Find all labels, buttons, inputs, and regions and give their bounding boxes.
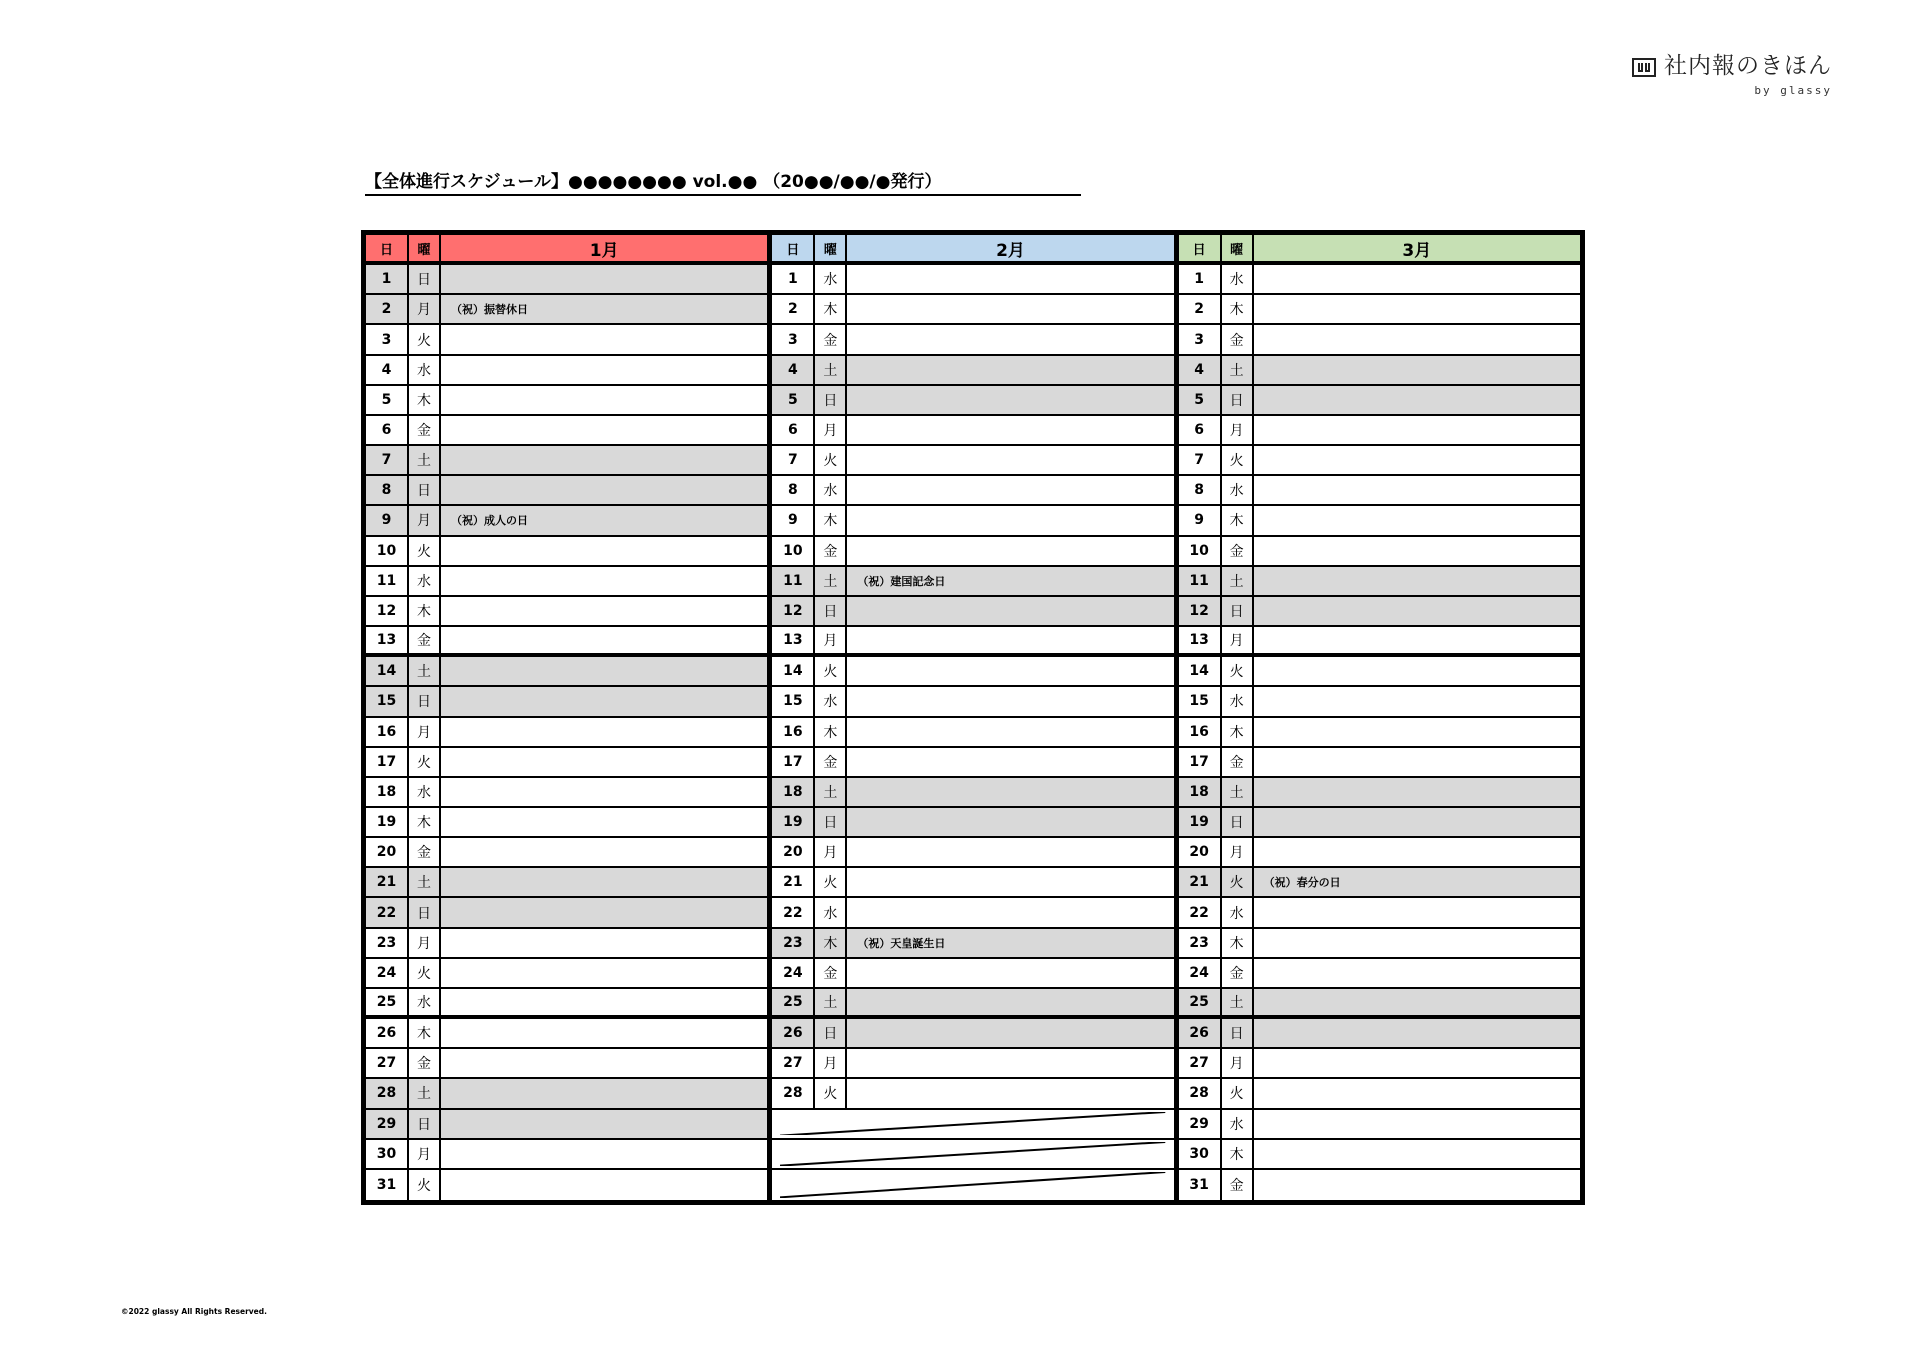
schedule-note [441,687,767,717]
day-number: 20 [772,838,815,868]
weekday: 木 [815,718,847,748]
schedule-note [441,1019,767,1049]
weekday: 日 [409,687,441,717]
day-number: 18 [366,778,409,808]
schedule-note [1254,506,1580,536]
schedule-note [441,597,767,627]
day-number: 29 [366,1110,409,1140]
weekday: 水 [409,567,441,597]
schedule-note [441,959,767,989]
schedule-note [1254,1140,1580,1170]
weekday: 水 [815,687,847,717]
weekday: 金 [1222,959,1254,989]
day-number: 17 [772,748,815,778]
day-number: 17 [366,748,409,778]
schedule-note [1254,989,1580,1019]
day-number: 7 [1179,446,1222,476]
weekday: 月 [1222,627,1254,657]
weekday: 金 [409,838,441,868]
schedule-note [847,959,1173,989]
day-number: 25 [1179,989,1222,1019]
day-number: 4 [1179,356,1222,386]
schedule-note [441,627,767,657]
schedule-note [1254,446,1580,476]
schedule-note [1254,748,1580,778]
day-number: 1 [366,265,409,295]
schedule-note [1254,597,1580,627]
day-number: 18 [772,778,815,808]
day-number: 7 [772,446,815,476]
weekday: 金 [815,325,847,355]
schedule-note [441,989,767,1019]
weekday: 水 [1222,898,1254,928]
day-number: 22 [772,898,815,928]
day-number: 16 [772,718,815,748]
schedule-note [441,356,767,386]
weekday: 木 [409,597,441,627]
day-number: 6 [1179,416,1222,446]
weekday: 土 [1222,356,1254,386]
day-number: 18 [1179,778,1222,808]
schedule-note [1254,386,1580,416]
weekday: 火 [409,1170,441,1200]
month-header: 3月 [1254,235,1580,265]
header-weekday-label: 曜 [1222,235,1254,265]
unused-day-slot [772,1170,1173,1200]
day-number: 28 [1179,1079,1222,1109]
day-number: 1 [1179,265,1222,295]
weekday: 日 [409,476,441,506]
weekday: 日 [1222,808,1254,838]
day-number: 5 [772,386,815,416]
day-number: 30 [366,1140,409,1170]
weekday: 土 [1222,567,1254,597]
schedule-title: 【全体進行スケジュール】●●●●●●●● vol.●● （20●●/●●/●発行） [365,171,1081,196]
day-number: 31 [366,1170,409,1200]
diagonal-slash [780,1142,1165,1166]
schedule-note [1254,295,1580,325]
schedule-note [1254,959,1580,989]
weekday: 水 [1222,687,1254,717]
schedule-note: （祝）成人の日 [441,506,767,536]
weekday: 土 [815,356,847,386]
weekday: 日 [815,808,847,838]
weekday: 金 [1222,1170,1254,1200]
day-number: 24 [772,959,815,989]
weekday: 水 [1222,1110,1254,1140]
weekday: 水 [409,356,441,386]
schedule-note [441,748,767,778]
day-number: 6 [366,416,409,446]
schedule-note [847,325,1173,355]
day-number: 10 [772,537,815,567]
weekday: 水 [409,778,441,808]
day-number: 12 [366,597,409,627]
day-number: 10 [366,537,409,567]
weekday: 月 [815,627,847,657]
schedule-note [847,778,1173,808]
weekday: 火 [409,537,441,567]
day-number: 14 [772,657,815,687]
day-number: 24 [366,959,409,989]
weekday: 金 [815,748,847,778]
weekday: 火 [815,1079,847,1109]
schedule-note [1254,657,1580,687]
day-number: 22 [1179,898,1222,928]
weekday: 木 [409,386,441,416]
weekday: 木 [815,506,847,536]
weekday: 月 [815,1049,847,1079]
schedule-note [847,868,1173,898]
schedule-note [441,778,767,808]
weekday: 月 [409,929,441,959]
schedule-note [441,446,767,476]
schedule-note [1254,718,1580,748]
schedule-note [847,898,1173,928]
schedule-note [847,386,1173,416]
schedule-note [441,898,767,928]
header-day-label: 日 [1179,235,1222,265]
weekday: 水 [815,898,847,928]
weekday: 木 [815,295,847,325]
schedule-note [847,265,1173,295]
day-number: 26 [1179,1019,1222,1049]
weekday: 木 [815,929,847,959]
schedule-note [847,748,1173,778]
brand-logo [1628,50,1838,102]
schedule-note [441,1079,767,1109]
weekday: 土 [1222,778,1254,808]
schedule-note: （祝）天皇誕生日 [847,929,1173,959]
day-number: 28 [772,1079,815,1109]
schedule-note: （祝）建国記念日 [847,567,1173,597]
weekday: 火 [1222,868,1254,898]
day-number: 3 [772,325,815,355]
unused-day-slot [772,1140,1173,1170]
day-number: 27 [366,1049,409,1079]
schedule-note [441,265,767,295]
copyright-footer: ©2022 glassy All Rights Reserved. [121,1307,267,1316]
day-number: 24 [1179,959,1222,989]
day-number: 26 [366,1019,409,1049]
weekday: 月 [1222,838,1254,868]
day-number: 23 [1179,929,1222,959]
weekday: 日 [1222,386,1254,416]
schedule-note [441,868,767,898]
weekday: 日 [815,597,847,627]
schedule-note [847,808,1173,838]
schedule-note [1254,838,1580,868]
day-number: 2 [1179,295,1222,325]
schedule-note [847,537,1173,567]
schedule-note [441,718,767,748]
day-number: 22 [366,898,409,928]
schedule-note [441,929,767,959]
weekday: 日 [1222,1019,1254,1049]
weekday: 土 [409,657,441,687]
weekday: 金 [409,627,441,657]
weekday: 火 [1222,657,1254,687]
weekday: 水 [1222,476,1254,506]
day-number: 13 [772,627,815,657]
weekday: 土 [1222,989,1254,1019]
schedule-note [847,1079,1173,1109]
schedule-note [441,838,767,868]
weekday: 日 [409,898,441,928]
schedule-note [847,1049,1173,1079]
schedule-note [1254,627,1580,657]
day-number: 25 [366,989,409,1019]
schedule-note [1254,265,1580,295]
day-number: 25 [772,989,815,1019]
day-number: 11 [366,567,409,597]
day-number: 9 [1179,506,1222,536]
weekday: 日 [815,1019,847,1049]
day-number: 23 [772,929,815,959]
schedule-note [847,295,1173,325]
schedule-note [441,1049,767,1079]
schedule-note [847,1019,1173,1049]
schedule-note [847,597,1173,627]
weekday: 火 [815,446,847,476]
month-block [772,235,1178,1200]
schedule-note [441,386,767,416]
weekday: 金 [1222,325,1254,355]
day-number: 21 [366,868,409,898]
schedule-note [847,506,1173,536]
schedule-note [1254,325,1580,355]
weekday: 金 [1222,537,1254,567]
day-number: 16 [366,718,409,748]
day-number: 4 [772,356,815,386]
schedule-table [361,230,1585,1205]
weekday: 木 [1222,1140,1254,1170]
diagonal-slash [780,1172,1165,1197]
schedule-note [1254,1079,1580,1109]
day-number: 21 [772,868,815,898]
logo-wordmark: 社内報のきほん [1664,53,1832,79]
month-header: 2月 [847,235,1173,265]
day-number: 6 [772,416,815,446]
weekday: 火 [409,959,441,989]
weekday: 土 [409,868,441,898]
day-number: 15 [366,687,409,717]
weekday: 火 [1222,446,1254,476]
day-number: 20 [1179,838,1222,868]
schedule-note [1254,537,1580,567]
schedule-note [441,808,767,838]
day-number: 7 [366,446,409,476]
day-number: 1 [772,265,815,295]
schedule-note [1254,778,1580,808]
day-number: 13 [1179,627,1222,657]
schedule-note [847,416,1173,446]
day-number: 27 [772,1049,815,1079]
weekday: 土 [815,567,847,597]
header-weekday-label: 曜 [409,235,441,265]
month-block [366,235,772,1200]
header-day-label: 日 [366,235,409,265]
schedule-note [847,718,1173,748]
weekday: 金 [409,416,441,446]
day-number: 21 [1179,868,1222,898]
weekday: 日 [815,386,847,416]
weekday: 月 [409,718,441,748]
day-number: 4 [366,356,409,386]
schedule-note [441,1110,767,1140]
schedule-note [847,838,1173,868]
day-number: 9 [772,506,815,536]
weekday: 月 [1222,1049,1254,1079]
weekday: 月 [409,1140,441,1170]
schedule-note [1254,476,1580,506]
weekday: 日 [409,265,441,295]
day-number: 11 [1179,567,1222,597]
day-number: 10 [1179,537,1222,567]
schedule-note [1254,567,1580,597]
weekday: 火 [815,657,847,687]
schedule-note [1254,929,1580,959]
header-weekday-label: 曜 [815,235,847,265]
weekday: 金 [815,959,847,989]
schedule-note [847,989,1173,1019]
schedule-note [441,657,767,687]
day-number: 11 [772,567,815,597]
schedule-note: （祝）振替休日 [441,295,767,325]
weekday: 月 [409,295,441,325]
weekday: 金 [815,537,847,567]
schedule-note [441,1140,767,1170]
schedule-note [1254,1019,1580,1049]
schedule-note [847,446,1173,476]
day-number: 14 [366,657,409,687]
schedule-note [847,687,1173,717]
weekday: 木 [1222,929,1254,959]
weekday: 水 [409,989,441,1019]
weekday: 月 [1222,416,1254,446]
day-number: 20 [366,838,409,868]
day-number: 15 [772,687,815,717]
day-number: 28 [366,1079,409,1109]
schedule-note [441,476,767,506]
day-number: 3 [366,325,409,355]
weekday: 月 [815,416,847,446]
weekday: 火 [1222,1079,1254,1109]
weekday: 土 [409,1079,441,1109]
day-number: 17 [1179,748,1222,778]
day-number: 3 [1179,325,1222,355]
weekday: 日 [409,1110,441,1140]
day-number: 14 [1179,657,1222,687]
day-number: 8 [366,476,409,506]
day-number: 5 [366,386,409,416]
schedule-note [441,1170,767,1200]
day-number: 19 [1179,808,1222,838]
day-number: 27 [1179,1049,1222,1079]
day-number: 19 [772,808,815,838]
weekday: 火 [409,325,441,355]
day-number: 29 [1179,1110,1222,1140]
day-number: 8 [1179,476,1222,506]
weekday: 金 [409,1049,441,1079]
weekday: 土 [815,989,847,1019]
schedule-note [1254,1110,1580,1140]
logo-byline: by glassy [1754,84,1832,97]
schedule-note [1254,1049,1580,1079]
newsletter-icon [1632,58,1656,77]
schedule-note [1254,416,1580,446]
weekday: 水 [815,265,847,295]
header-day-label: 日 [772,235,815,265]
day-number: 2 [366,295,409,325]
weekday: 火 [815,868,847,898]
schedule-note [441,567,767,597]
weekday: 木 [409,1019,441,1049]
day-number: 23 [366,929,409,959]
schedule-note [847,657,1173,687]
schedule-note [441,537,767,567]
schedule-note [441,325,767,355]
day-number: 16 [1179,718,1222,748]
day-number: 30 [1179,1140,1222,1170]
weekday: 日 [1222,597,1254,627]
schedule-note [1254,808,1580,838]
day-number: 12 [1179,597,1222,627]
weekday: 木 [1222,506,1254,536]
weekday: 月 [409,506,441,536]
weekday: 土 [409,446,441,476]
schedule-note [847,476,1173,506]
day-number: 26 [772,1019,815,1049]
day-number: 31 [1179,1170,1222,1200]
unused-day-slot [772,1110,1173,1140]
schedule-note [847,627,1173,657]
schedule-note [847,356,1173,386]
month-header: 1月 [441,235,767,265]
diagonal-slash [780,1112,1165,1136]
schedule-note: （祝）春分の日 [1254,868,1580,898]
month-block [1179,235,1580,1200]
weekday: 木 [1222,295,1254,325]
schedule-note [1254,687,1580,717]
weekday: 水 [815,476,847,506]
weekday: 金 [1222,748,1254,778]
weekday: 月 [815,838,847,868]
day-number: 15 [1179,687,1222,717]
day-number: 12 [772,597,815,627]
weekday: 火 [409,748,441,778]
schedule-note [1254,356,1580,386]
day-number: 9 [366,506,409,536]
weekday: 木 [409,808,441,838]
schedule-note [1254,898,1580,928]
weekday: 木 [1222,718,1254,748]
weekday: 水 [1222,265,1254,295]
schedule-note [1254,1170,1580,1200]
day-number: 13 [366,627,409,657]
schedule-note [441,416,767,446]
day-number: 2 [772,295,815,325]
day-number: 19 [366,808,409,838]
day-number: 5 [1179,386,1222,416]
weekday: 土 [815,778,847,808]
day-number: 8 [772,476,815,506]
